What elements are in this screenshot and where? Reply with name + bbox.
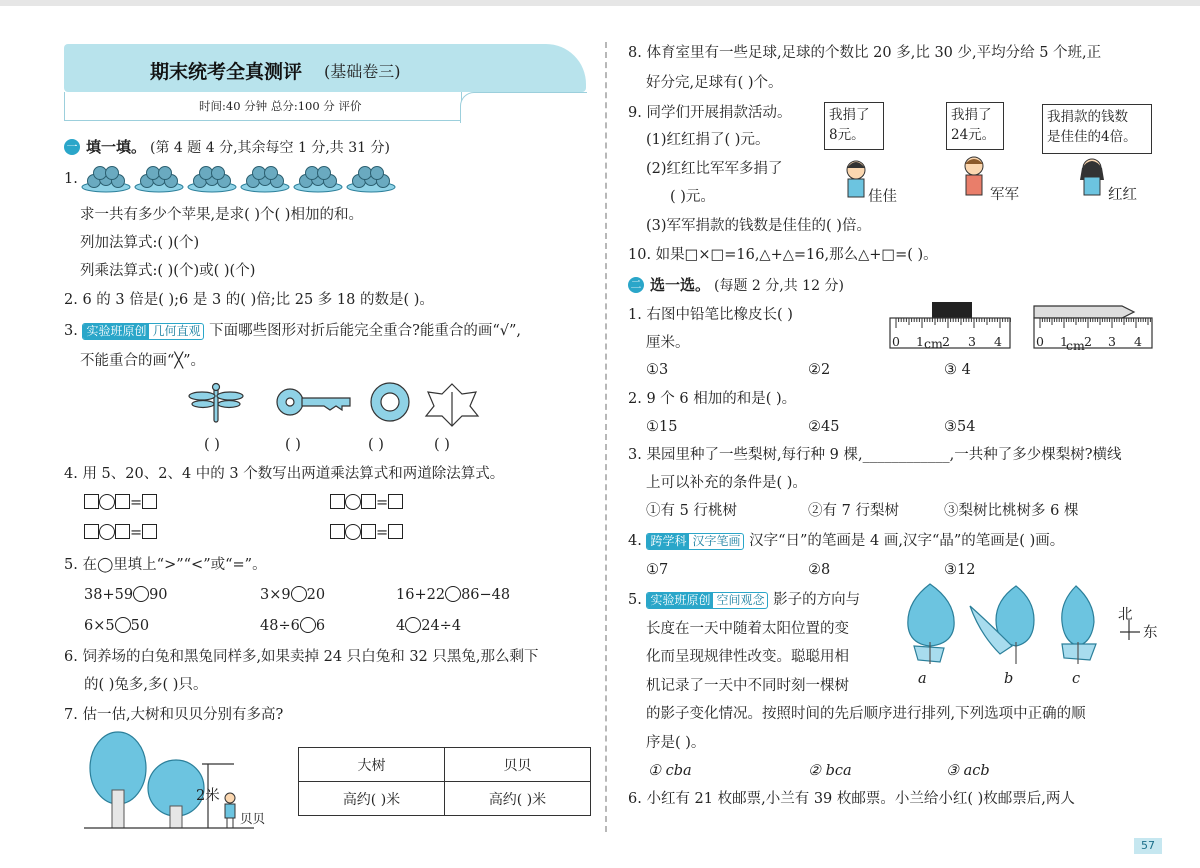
q5-item[interactable]: 3×9 20 <box>260 587 326 603</box>
q1-line2: 列加法算式:( )(个) <box>80 235 200 251</box>
name-jiajia: 佳佳 <box>868 189 897 205</box>
c5-line2: 长度在一天中随着太阳位置的变 <box>646 621 849 637</box>
q9-line1: 9. 同学们开展捐款活动。 <box>628 105 792 121</box>
ruler-a-label-1: 1 <box>916 334 924 349</box>
c4-option-2[interactable]: ②8 <box>808 562 831 578</box>
c4-line <box>628 532 1064 550</box>
c2-option-2[interactable]: ②45 <box>808 419 840 435</box>
c5-line1 <box>628 591 860 609</box>
c4-tag <box>646 533 744 550</box>
q8-line1: 8. 体育室里有一些足球,足球的个数比 20 多,比 30 少,平均分给 5 个班,正 <box>628 45 1102 61</box>
q7-height-label: 2米 <box>196 788 220 804</box>
section-rule: (第 4 题 4 分,其余每空 1 分,共 31 分) <box>150 139 390 156</box>
c5-option-3[interactable]: ③ acb <box>946 763 990 779</box>
c2-option-3[interactable]: ③54 <box>944 419 976 435</box>
test-header <box>64 44 586 122</box>
tag-geometry: 几何直观 <box>152 323 201 338</box>
c1-line1: 1. 右图中铅笔比橡皮长( ) <box>628 307 793 323</box>
speech-bubble-junjun: 我捐了 24元。 <box>946 102 1004 150</box>
q9-sub2b: ( )元。 <box>670 189 715 205</box>
q9-sub1: (1)红红捐了( )元。 <box>646 132 770 148</box>
c1-option-1[interactable]: ①3 <box>646 362 669 378</box>
q7-height-table <box>298 747 591 816</box>
top-shadow <box>0 0 1200 6</box>
section-choose <box>628 274 844 295</box>
apple-icon <box>318 167 331 180</box>
apple-plates-illustration <box>80 163 400 193</box>
shadow-label-c: c <box>1072 671 1081 687</box>
sunflower-icon <box>371 383 409 421</box>
apple-icon <box>212 167 225 180</box>
section-number: 一 <box>64 139 80 155</box>
table-cell-tree[interactable]: 高约( )米 <box>299 782 445 816</box>
apple-icon <box>359 167 372 180</box>
tree-shadow-b <box>970 586 1034 664</box>
section-name: 填一填。 <box>86 138 147 156</box>
ruler-b-unit: cm <box>1066 338 1085 353</box>
c5-line6: 序是( )。 <box>646 735 706 751</box>
table-cell-person[interactable]: 高约( )米 <box>445 782 591 816</box>
q2-text: 2. 6 的 3 倍是( );6 是 3 的( )倍;比 25 多 18 的数是( )。 <box>64 292 434 308</box>
eraser-ruler <box>890 302 1010 348</box>
apple-icon <box>200 167 213 180</box>
q5-text: 5. 在◯里填上“>”“<”或“=”。 <box>64 557 267 573</box>
q3-answer-3[interactable]: ( ) <box>368 437 384 453</box>
ruler-b-label-4: 4 <box>1134 334 1142 349</box>
c2-line: 2. 9 个 6 相加的和是( )。 <box>628 391 797 407</box>
c3-option-1[interactable]: ①有 5 行桃树 <box>646 503 737 519</box>
ruler-b-label-0: 0 <box>1036 334 1044 349</box>
apple-icon <box>159 167 172 180</box>
c4-prompt: 汉字“日”的笔画是 4 画,汉字“晶”的笔画是( )画。 <box>749 533 1065 549</box>
c5-prompt-1: 影子的方向与 <box>773 592 861 608</box>
apple-icon <box>147 167 160 180</box>
q3-answer-1[interactable]: ( ) <box>204 437 220 453</box>
speech-bubble-jiajia: 我捐了 8元。 <box>824 102 884 150</box>
apple-icon <box>306 167 319 180</box>
ruler-b-label-3: 3 <box>1108 334 1116 349</box>
tree-shadow-c <box>1062 586 1096 664</box>
key-icon <box>277 389 350 415</box>
apple-icon <box>265 167 278 180</box>
c1-line2: 厘米。 <box>646 335 690 351</box>
section-name: 选一选。 <box>650 276 711 294</box>
test-info: 时间:40 分钟 总分:100 分 评价 <box>199 99 362 113</box>
q4-text: 4. 用 5、20、2、4 中的 3 个数写出两道乘法算式和两道除法算式。 <box>64 466 505 482</box>
q1-line1: 求一共有多少个苹果,是求( )个( )相加的和。 <box>80 207 363 223</box>
apple-icon <box>106 167 119 180</box>
table-header-tree: 大树 <box>299 748 445 782</box>
tree-shadows-illustration <box>900 582 1100 666</box>
ruler-b-label-2: 2 <box>1084 334 1092 349</box>
name-junjun: 军军 <box>990 187 1019 203</box>
table-header-person: 贝贝 <box>445 748 591 782</box>
compass-icon <box>1118 620 1142 644</box>
boy-junjun-icon <box>965 157 983 195</box>
c3-line1: 3. 果园里种了一些梨树,每行种 9 棵,____________,一共种了多少棵梨树?横线 <box>628 447 1122 463</box>
test-subtitle: (基础卷三) <box>324 62 401 81</box>
q3-line1 <box>64 322 521 340</box>
c5-line3: 化而呈现规律性改变。聪聪用相 <box>646 649 849 665</box>
boy-icon <box>225 793 235 828</box>
q6-line2: 的( )兔多,多( )只。 <box>84 677 208 693</box>
q9-sub2: (2)红红比军军多捐了 <box>646 161 783 177</box>
c5-tag <box>646 592 768 609</box>
q3-number: 3. <box>64 323 78 339</box>
apple-icon <box>94 167 107 180</box>
q3-prompt: 下面哪些图形对折后能完全重合?能重合的画“√”, <box>209 323 522 339</box>
apple-icon <box>253 167 266 180</box>
c5-option-2[interactable]: ② bca <box>808 763 852 779</box>
q4-equation-box-2[interactable]: = <box>330 494 403 512</box>
c3-line2: 上可以补充的条件是( )。 <box>646 475 807 491</box>
q1-line3: 列乘法算式:( )(个)或( )(个) <box>80 263 256 279</box>
name-honghong: 红红 <box>1108 187 1137 203</box>
page-number: 57 <box>1134 838 1162 854</box>
ruler-a-label-3: 3 <box>968 334 976 349</box>
q3-tag <box>82 323 204 340</box>
c4-option-3[interactable]: ③12 <box>944 562 976 578</box>
tag-original: 实验班原创 <box>83 324 149 339</box>
girl-honghong-icon <box>1080 159 1104 195</box>
shadow-label-b: b <box>1004 671 1014 687</box>
q8-line2: 好分完,足球有( )个。 <box>646 75 783 91</box>
q5-item[interactable]: 6×5 50 <box>84 618 150 634</box>
c3-option-3[interactable]: ③梨树比桃树多 6 棵 <box>944 503 1079 519</box>
page-divider <box>605 42 607 832</box>
tag-original: 实验班原创 <box>647 593 713 608</box>
tag-strokes: 汉字笔画 <box>692 533 741 548</box>
section-fill-in <box>64 136 390 157</box>
c3-option-2[interactable]: ②有 7 行梨树 <box>808 503 899 519</box>
tag-cross-subject: 跨学科 <box>647 534 689 549</box>
dragonfly-icon <box>189 384 243 423</box>
ruler-a-label-4: 4 <box>994 334 1002 349</box>
q4-equation-box-3[interactable]: = <box>84 524 157 542</box>
c5-option-1[interactable]: ① cba <box>648 763 692 779</box>
c1-option-2[interactable]: ②2 <box>808 362 831 378</box>
q10-text: 10. 如果□×□=16,△+△=16,那么△+□=( )。 <box>628 247 938 263</box>
q1-number: 1. <box>64 171 78 187</box>
big-tree-icon <box>90 732 146 828</box>
c5-line5: 的影子变化情况。按照时间的先后顺序进行排列,下列选项中正确的顺 <box>646 706 1086 722</box>
girl-jiajia-icon <box>847 161 865 197</box>
ruler-a-unit: cm <box>924 336 943 351</box>
q3-answer-2[interactable]: ( ) <box>285 437 301 453</box>
east-label: 东 <box>1143 625 1158 641</box>
section-number: 二 <box>628 277 644 293</box>
c2-option-1[interactable]: ①15 <box>646 419 678 435</box>
q3-line2: 不能重合的画“╳”。 <box>80 353 206 369</box>
q5-item[interactable]: 38+59 90 <box>84 587 168 603</box>
shadow-label-a: a <box>918 671 927 687</box>
c5-line4: 机记录了一天中不同时刻一棵树 <box>646 678 849 694</box>
c4-option-1[interactable]: ①7 <box>646 562 669 578</box>
q5-item[interactable]: 4 24÷4 <box>396 618 462 634</box>
q3-answer-4[interactable]: ( ) <box>434 437 450 453</box>
section-rule: (每题 2 分,共 12 分) <box>714 277 844 294</box>
q9-sub3: (3)军军捐款的钱数是佳佳的( )倍。 <box>646 218 871 234</box>
apple-icon <box>371 167 384 180</box>
north-label: 北 <box>1118 607 1133 623</box>
q6-line1: 6. 饲养场的白兔和黑兔同样多,如果卖掉 24 只白兔和 32 只黑兔,那么剩下 <box>64 649 539 665</box>
ruler-a-label-0: 0 <box>892 334 900 349</box>
tag-spatial: 空间观念 <box>716 592 765 607</box>
ruler-b-label-1: 1 <box>1060 334 1068 349</box>
c4-number: 4. <box>628 533 642 549</box>
test-title: 期末统考全真测评 <box>150 61 303 83</box>
header-tab-cut <box>460 92 587 123</box>
q5-item[interactable]: 48÷6 6 <box>260 618 326 634</box>
leaf-icon <box>426 384 478 426</box>
q7-text: 7. 估一估,大树和贝贝分别有多高? <box>64 707 284 723</box>
ruler-a-label-2: 2 <box>942 334 950 349</box>
q7-person-label: 贝贝 <box>240 811 266 826</box>
q3-figures <box>190 382 490 428</box>
speech-bubble-honghong: 我捐款的钱数 是佳佳的4倍。 <box>1042 104 1152 154</box>
c5-number: 5. <box>628 592 642 608</box>
q4-equation-box-4[interactable]: = <box>330 524 403 542</box>
test-info-bar <box>64 92 462 121</box>
q5-item[interactable]: 16+22 86−48 <box>396 587 511 603</box>
c6-line: 6. 小红有 21 枚邮票,小兰有 39 枚邮票。小兰给小红( )枚邮票后,两人 <box>628 791 1075 807</box>
tree-shadow-a <box>908 584 954 664</box>
c1-option-3[interactable]: ③ 4 <box>944 362 971 378</box>
q4-equation-box-1[interactable]: = <box>84 494 157 512</box>
